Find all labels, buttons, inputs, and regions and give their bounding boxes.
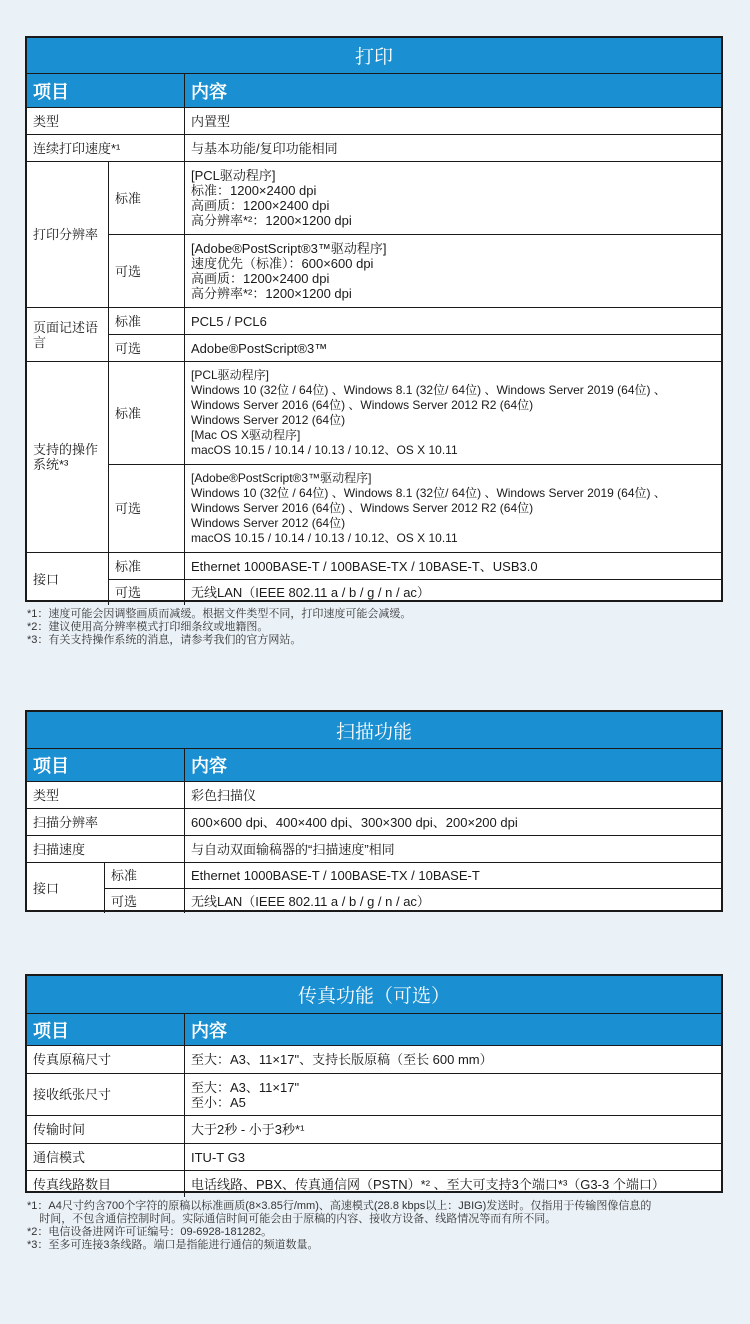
sub-label: 可选 xyxy=(109,580,185,605)
row-label: 传真原稿尺寸 xyxy=(27,1046,185,1073)
footnote: *1：A4尺寸约含700个字符的原稿以标准画质(8×3.85行/mm)、高速模式(28.8 kbps以上：JBIG)发送时。仅指用于传输图像信息的 xyxy=(27,1200,652,1212)
sub-label: 标准 xyxy=(109,362,185,464)
row-label: 打印分辨率 xyxy=(27,162,109,307)
text-line: Windows 10 (32位 / 64位) 、Windows 8.1 (32位/ 64位) 、Windows Server 2019 (64位) 、 xyxy=(191,486,666,500)
row-label: 接口 xyxy=(27,863,105,913)
sub-value: Ethernet 1000BASE-T / 100BASE-TX / 10BASE-T、USB3.0 xyxy=(191,558,538,574)
row-label: 页面记述语言 xyxy=(27,308,109,361)
interface-standard xyxy=(109,553,721,580)
text-line: [PCL驱动程序] xyxy=(191,168,276,183)
row-value: 彩色扫描仪 xyxy=(191,787,257,803)
pdl-optional xyxy=(109,335,721,361)
text-line: Windows Server 2016 (64位) 、Windows Server 2012 R2 (64位) xyxy=(191,398,534,412)
print-footnotes xyxy=(27,608,411,647)
sub-value: 无线LAN（IEEE 802.11 a / b / g / n / ac） xyxy=(191,585,430,600)
print-title: 打印 xyxy=(27,38,721,74)
footnote: 时间，不包含通信控制时间。实际通信时间可能会由于原稿的内容、接收方设备、线路情况等而有所不同。 xyxy=(27,1213,557,1225)
print-row-type xyxy=(27,108,721,135)
text-line: Windows Server 2012 (64位) xyxy=(191,516,346,530)
fax-row-time xyxy=(27,1116,721,1144)
text-line: [Adobe®PostScript®3™驱动程序] xyxy=(191,471,372,485)
print-row-interface xyxy=(27,553,721,605)
os-standard xyxy=(109,362,721,465)
text-line: 至大：A3、11×17" xyxy=(191,1079,300,1095)
text-line: Windows Server 2016 (64位) 、Windows Server 2012 R2 (64位) xyxy=(191,501,534,515)
print-row-pdl xyxy=(27,308,721,362)
fax-footnotes xyxy=(27,1200,651,1252)
fax-spec-table xyxy=(25,974,723,1193)
pdl-subrows xyxy=(109,308,721,361)
print-row-resolution xyxy=(27,162,721,308)
text-line: 标准：1200×2400 dpi xyxy=(191,183,317,198)
resolution-standard xyxy=(109,162,721,235)
scan-title: 扫描功能 xyxy=(27,712,721,749)
row-value: 内置型 xyxy=(191,113,231,129)
scan-row-resolution xyxy=(27,809,721,836)
interface-subrows xyxy=(109,553,721,605)
sub-value xyxy=(185,362,721,464)
text-line: 高画质：1200×2400 dpi xyxy=(191,198,330,213)
text-line: macOS 10.15 / 10.14 / 10.13 / 10.12、OS X 10.11 xyxy=(191,443,458,457)
header-content: 内容 xyxy=(191,756,227,776)
row-label: 连续打印速度*¹ xyxy=(27,135,185,161)
fax-row-original xyxy=(27,1046,721,1074)
scan-row-speed xyxy=(27,836,721,863)
sub-value: PCL5 / PCL6 xyxy=(191,313,267,329)
scan-row-interface xyxy=(27,863,721,913)
row-value: 与自动双面输稿器的“扫描速度”相同 xyxy=(191,841,395,857)
text-line: macOS 10.15 / 10.14 / 10.13 / 10.12、OS X 10.11 xyxy=(191,531,458,545)
row-label: 扫描分辨率 xyxy=(27,809,185,835)
fax-header-row xyxy=(27,1014,721,1046)
row-label: 类型 xyxy=(27,108,185,134)
row-label: 接口 xyxy=(27,553,109,605)
header-item: 项目 xyxy=(27,749,185,781)
print-row-speed xyxy=(27,135,721,162)
sub-label: 可选 xyxy=(109,335,185,361)
header-item: 项目 xyxy=(27,74,185,107)
sub-value xyxy=(185,465,721,552)
row-label: 通信模式 xyxy=(27,1144,185,1170)
sub-label: 标准 xyxy=(109,553,185,579)
scan-spec-table xyxy=(25,710,723,912)
row-value: ITU-T G3 xyxy=(191,1149,245,1165)
resolution-optional xyxy=(109,235,721,307)
row-label: 扫描速度 xyxy=(27,836,185,862)
sub-value: Adobe®PostScript®3™ xyxy=(191,340,328,356)
header-item: 项目 xyxy=(27,1014,185,1045)
row-value: 与基本功能/复印功能相同 xyxy=(191,140,338,156)
row-value xyxy=(185,1074,721,1115)
text-line: Windows Server 2012 (64位) xyxy=(191,413,346,427)
text-line: 速度优先（标准）：600×600 dpi xyxy=(191,256,374,271)
footnote: *3：有关支持操作系统的消息，请参考我们的官方网站。 xyxy=(27,634,302,646)
row-label: 支持的操作系统*³ xyxy=(27,362,109,552)
fax-row-paper xyxy=(27,1074,721,1116)
sub-label: 标准 xyxy=(109,162,185,234)
text-line: Windows 10 (32位 / 64位) 、Windows 8.1 (32位/ 64位) 、Windows Server 2019 (64位) 、 xyxy=(191,383,666,397)
fax-row-lines xyxy=(27,1171,721,1197)
interface-standard xyxy=(105,863,721,889)
row-value: 600×600 dpi、400×400 dpi、300×300 dpi、200×200 dpi xyxy=(191,814,518,830)
header-content: 内容 xyxy=(191,81,227,102)
interface-optional xyxy=(109,580,721,605)
row-label: 类型 xyxy=(27,782,185,808)
row-value: 电话线路、PBX、传真通信网（PSTN）*² 、至大可支持3个端口*³（G3-3 个端口） xyxy=(191,1176,665,1192)
footnote: *3：至多可连接3条线路。端口是指能进行通信的频道数量。 xyxy=(27,1239,319,1251)
pdl-standard xyxy=(109,308,721,335)
interface-subrows xyxy=(105,863,721,913)
scan-header-row xyxy=(27,749,721,782)
row-value: 大于2秒 - 小于3秒*¹ xyxy=(191,1122,305,1137)
sub-label: 标准 xyxy=(109,308,185,334)
text-line: 高分辨率*²：1200×1200 dpi xyxy=(191,286,352,301)
os-subrows xyxy=(109,362,721,552)
sub-label: 可选 xyxy=(105,889,185,913)
os-optional xyxy=(109,465,721,552)
sub-value: Ethernet 1000BASE-T / 100BASE-TX / 10BASE-T xyxy=(191,868,480,883)
sub-label: 标准 xyxy=(105,863,185,888)
print-header-row xyxy=(27,74,721,108)
row-value: 至大：A3、11×17"、支持长版原稿（至长 600 mm） xyxy=(191,1052,493,1067)
resolution-subrows xyxy=(109,162,721,307)
footnote: *2：电信设备进网许可证编号：09-6928-181282。 xyxy=(27,1226,273,1238)
row-label: 传真线路数目 xyxy=(27,1171,185,1197)
row-label: 传输时间 xyxy=(27,1116,185,1143)
text-line: 高分辨率*²：1200×1200 dpi xyxy=(191,213,352,228)
scan-row-type xyxy=(27,782,721,809)
sub-label: 可选 xyxy=(109,465,185,552)
sub-label: 可选 xyxy=(109,235,185,307)
print-row-os xyxy=(27,362,721,553)
text-line: [Adobe®PostScript®3™驱动程序] xyxy=(191,241,387,256)
sub-value xyxy=(185,162,721,234)
text-line: 至小：A5 xyxy=(191,1094,246,1110)
header-content: 内容 xyxy=(191,1020,227,1041)
interface-optional xyxy=(105,889,721,913)
text-line: 高画质：1200×2400 dpi xyxy=(191,271,330,286)
text-line: [PCL驱动程序] xyxy=(191,368,270,382)
sub-value: 无线LAN（IEEE 802.11 a / b / g / n / ac） xyxy=(191,893,430,909)
fax-row-mode xyxy=(27,1144,721,1171)
fax-title: 传真功能（可选） xyxy=(27,976,721,1014)
footnote: *1：速度可能会因调整画质而减缓。根据文件类型不同，打印速度可能会减缓。 xyxy=(27,608,412,620)
row-label: 接收纸张尺寸 xyxy=(27,1074,185,1115)
footnote: *2：建议使用高分辨率模式打印细条纹或地籍图。 xyxy=(27,621,269,633)
sub-value xyxy=(185,235,721,307)
text-line: [Mac OS X驱动程序] xyxy=(191,428,301,442)
print-spec-table xyxy=(25,36,723,602)
